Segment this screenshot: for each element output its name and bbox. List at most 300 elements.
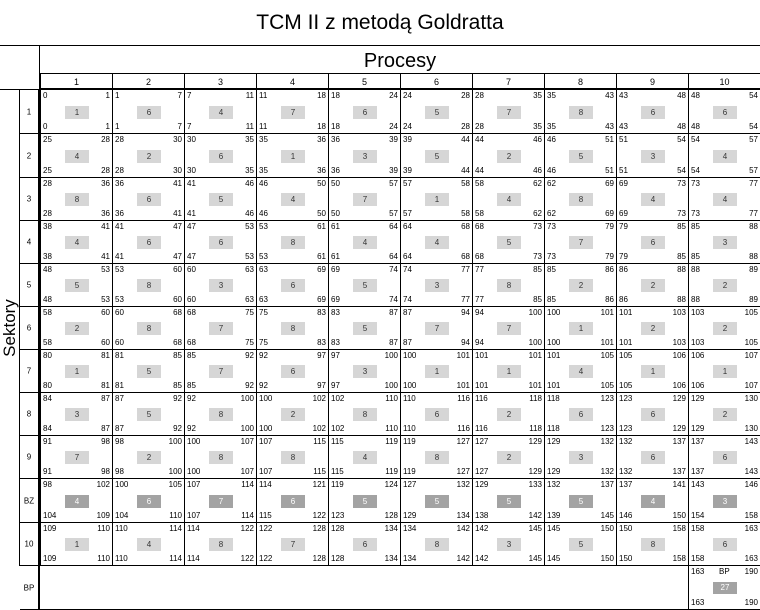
task-start: 105 xyxy=(619,351,633,360)
task-bottom-start: 84 xyxy=(43,424,52,433)
task-bottom-end: 158 xyxy=(672,554,686,563)
task-start: 69 xyxy=(619,179,628,188)
task-duration: 2 xyxy=(713,279,737,292)
task-start: 127 xyxy=(475,437,489,446)
task-bottom-end: 83 xyxy=(317,338,326,347)
task-bottom-end: 127 xyxy=(456,467,470,476)
task-start: 87 xyxy=(115,394,124,403)
task-duration: 8 xyxy=(281,322,305,335)
task-bottom-end: 105 xyxy=(744,338,758,347)
task-start: 50 xyxy=(331,179,340,188)
task-bottom-start: 64 xyxy=(403,252,412,261)
task-cell-r0-p3 xyxy=(184,90,256,134)
task-start: 85 xyxy=(187,351,196,360)
task-end: 158 xyxy=(672,524,686,533)
task-start: 129 xyxy=(475,480,489,489)
task-end: 124 xyxy=(384,480,398,489)
task-duration: 2 xyxy=(641,279,665,292)
task-duration: 1 xyxy=(65,365,89,378)
task-end: 102 xyxy=(312,394,326,403)
task-start: 80 xyxy=(43,351,52,360)
task-bottom-end: 103 xyxy=(672,338,686,347)
row-label-5 xyxy=(20,307,40,350)
task-bottom-start: 129 xyxy=(691,424,705,433)
task-duration: 8 xyxy=(65,193,89,206)
task-start: 0 xyxy=(43,91,48,100)
task-start: 110 xyxy=(115,524,128,533)
task-bottom-start: 69 xyxy=(331,295,340,304)
task-duration: 3 xyxy=(713,495,737,508)
task-bottom-end: 77 xyxy=(461,295,470,304)
task-cell-r4-p10 xyxy=(688,264,760,307)
task-cell-r9-p2 xyxy=(112,479,184,523)
task-bottom-end: 30 xyxy=(173,166,182,175)
task-bottom-start: 79 xyxy=(619,252,628,261)
task-end: 141 xyxy=(672,480,686,489)
task-cell-r5-p10 xyxy=(688,307,760,350)
task-end: 118 xyxy=(529,394,542,403)
task-start: 107 xyxy=(259,437,273,446)
row-label-8 xyxy=(20,436,40,479)
task-start: 119 xyxy=(331,480,344,489)
row-label-text: 8 xyxy=(26,409,32,419)
task-end: 115 xyxy=(313,437,326,446)
task-start: 74 xyxy=(403,265,412,274)
task-duration: 4 xyxy=(353,236,377,249)
task-end: 100 xyxy=(528,308,542,317)
task-bottom-start: 75 xyxy=(259,338,268,347)
bp-duration: 27 xyxy=(713,582,737,594)
process-number-10: 10 xyxy=(688,74,760,90)
task-bottom-start: 123 xyxy=(619,424,633,433)
task-start: 106 xyxy=(691,351,705,360)
task-cell-r8-p1 xyxy=(40,436,112,479)
task-bottom-end: 44 xyxy=(461,166,470,175)
row-label-4 xyxy=(20,264,40,307)
task-bottom-end: 47 xyxy=(173,252,182,261)
task-start: 109 xyxy=(43,524,57,533)
task-duration: 5 xyxy=(497,495,521,508)
task-end: 88 xyxy=(677,265,686,274)
task-start: 86 xyxy=(619,265,628,274)
task-bottom-end: 97 xyxy=(317,381,326,390)
task-bottom-start: 100 xyxy=(547,338,561,347)
task-duration: 4 xyxy=(713,193,737,206)
task-bottom-start: 116 xyxy=(475,424,488,433)
task-end: 150 xyxy=(600,524,614,533)
task-duration: 1 xyxy=(569,322,593,335)
task-bottom-start: 127 xyxy=(475,467,489,476)
task-bottom-start: 115 xyxy=(259,511,272,520)
task-bottom-start: 58 xyxy=(475,209,484,218)
task-bottom-end: 1 xyxy=(105,122,110,131)
task-bottom-end: 46 xyxy=(533,166,542,175)
task-end: 41 xyxy=(173,179,182,188)
task-duration: 7 xyxy=(497,322,521,335)
task-bottom-end: 118 xyxy=(529,424,542,433)
task-cell-r10-p10 xyxy=(688,523,760,566)
task-start: 103 xyxy=(691,308,705,317)
task-end: 60 xyxy=(101,308,110,317)
task-start: 73 xyxy=(547,222,556,231)
task-bottom-start: 74 xyxy=(403,295,412,304)
task-end: 103 xyxy=(672,308,686,317)
task-bottom-start: 129 xyxy=(403,511,417,520)
task-duration: 7 xyxy=(209,365,233,378)
task-end: 134 xyxy=(384,524,398,533)
task-duration: 4 xyxy=(209,106,233,119)
task-bottom-end: 158 xyxy=(744,511,758,520)
task-cell-r3-p6 xyxy=(400,221,472,264)
task-bottom-start: 61 xyxy=(331,252,340,261)
task-duration: 8 xyxy=(137,322,161,335)
task-start: 122 xyxy=(259,524,273,533)
task-duration: 1 xyxy=(281,150,305,163)
task-end: 110 xyxy=(97,524,110,533)
task-cell-r0-p4 xyxy=(256,90,328,134)
task-cell-r5-p4 xyxy=(256,307,328,350)
task-duration: 1 xyxy=(497,365,521,378)
task-duration: 7 xyxy=(497,106,521,119)
task-start: 128 xyxy=(331,524,345,533)
task-bottom-start: 28 xyxy=(475,122,484,131)
task-bottom-end: 101 xyxy=(528,381,542,390)
task-cell-r3-p9 xyxy=(616,221,688,264)
task-end: 129 xyxy=(528,437,542,446)
task-duration: 3 xyxy=(713,236,737,249)
task-start: 137 xyxy=(691,437,705,446)
task-bottom-end: 101 xyxy=(600,338,614,347)
task-cell-r6-p8 xyxy=(544,350,616,393)
task-bottom-start: 104 xyxy=(43,511,57,520)
task-start: 54 xyxy=(691,135,700,144)
task-bottom-end: 115 xyxy=(313,467,326,476)
task-start: 68 xyxy=(187,308,196,317)
task-end: 50 xyxy=(317,179,326,188)
task-cell-r10-p8 xyxy=(544,523,616,566)
row-label-text: BZ xyxy=(23,496,35,505)
task-end: 101 xyxy=(600,308,614,317)
task-duration: 3 xyxy=(209,279,233,292)
task-bottom-end: 134 xyxy=(456,511,470,520)
task-cell-r3-p2 xyxy=(112,221,184,264)
task-start: 81 xyxy=(115,351,124,360)
task-cell-r2-p3 xyxy=(184,178,256,221)
task-duration: 8 xyxy=(569,193,593,206)
task-cell-r4-p9 xyxy=(616,264,688,307)
task-bottom-start: 119 xyxy=(403,467,416,476)
task-bottom-start: 73 xyxy=(547,252,556,261)
task-cell-r10-p7 xyxy=(472,523,544,566)
task-bottom-end: 100 xyxy=(240,424,254,433)
task-end: 92 xyxy=(245,351,254,360)
task-start: 35 xyxy=(547,91,556,100)
task-cell-r1-p9 xyxy=(616,134,688,178)
task-duration: 4 xyxy=(65,150,89,163)
task-end: 11 xyxy=(245,91,254,100)
task-end: 107 xyxy=(240,437,254,446)
task-end: 68 xyxy=(461,222,470,231)
task-bottom-start: 138 xyxy=(475,511,489,520)
task-start: 97 xyxy=(331,351,340,360)
sector-header xyxy=(0,90,20,566)
task-bottom-start: 35 xyxy=(547,122,556,131)
task-bottom-end: 36 xyxy=(317,166,326,175)
task-bottom-start: 106 xyxy=(691,381,705,390)
task-end: 110 xyxy=(385,394,398,403)
task-end: 30 xyxy=(173,135,182,144)
task-cell-r2-p7 xyxy=(472,178,544,221)
task-cell-r4-p7 xyxy=(472,264,544,307)
task-duration: 3 xyxy=(353,365,377,378)
task-cell-r4-p8 xyxy=(544,264,616,307)
task-end: 133 xyxy=(528,480,542,489)
task-bottom-start: 87 xyxy=(403,338,412,347)
task-cell-r7-p3 xyxy=(184,393,256,436)
task-bottom-start: 94 xyxy=(475,338,484,347)
task-bottom-start: 101 xyxy=(547,381,561,390)
task-cell-r5-p6 xyxy=(400,307,472,350)
task-bottom-end: 101 xyxy=(456,381,470,390)
sector-header-label: Sektory xyxy=(0,299,19,357)
task-cell-r7-p9 xyxy=(616,393,688,436)
task-bottom-start: 102 xyxy=(331,424,345,433)
task-cell-r1-p1 xyxy=(40,134,112,178)
task-bottom-start: 105 xyxy=(619,381,633,390)
task-bottom-start: 115 xyxy=(331,467,344,476)
task-bottom-end: 41 xyxy=(173,209,182,218)
task-bottom-end: 85 xyxy=(533,295,542,304)
task-start: 98 xyxy=(43,480,52,489)
task-cell-r7-p10 xyxy=(688,393,760,436)
task-bottom-start: 80 xyxy=(43,381,52,390)
task-bottom-end: 122 xyxy=(312,511,326,520)
task-end: 100 xyxy=(168,437,182,446)
task-start: 18 xyxy=(331,91,340,100)
task-bottom-start: 150 xyxy=(619,554,633,563)
task-duration: 5 xyxy=(497,236,521,249)
task-duration: 1 xyxy=(713,365,737,378)
task-bottom-end: 51 xyxy=(605,166,614,175)
task-duration: 1 xyxy=(65,106,89,119)
task-bottom-end: 36 xyxy=(101,209,110,218)
task-start: 101 xyxy=(547,351,561,360)
task-duration: 6 xyxy=(713,451,737,464)
task-bottom-start: 123 xyxy=(331,511,345,520)
task-start: 25 xyxy=(43,135,52,144)
task-bottom-end: 7 xyxy=(177,122,182,131)
task-bottom-start: 86 xyxy=(619,295,628,304)
task-cell-r3-p7 xyxy=(472,221,544,264)
task-start: 28 xyxy=(43,179,52,188)
row-label-text: 5 xyxy=(26,280,32,290)
task-duration: 5 xyxy=(569,538,593,551)
task-cell-r8-p5 xyxy=(328,436,400,479)
task-start: 134 xyxy=(403,524,417,533)
task-duration: 7 xyxy=(281,106,305,119)
task-bottom-start: 137 xyxy=(691,467,705,476)
task-bottom-end: 130 xyxy=(744,424,758,433)
task-start: 60 xyxy=(115,308,124,317)
task-start: 114 xyxy=(259,480,272,489)
task-cell-r2-p5 xyxy=(328,178,400,221)
task-cell-r5-p7 xyxy=(472,307,544,350)
task-bottom-start: 100 xyxy=(187,467,201,476)
task-bottom-start: 0 xyxy=(43,122,48,131)
task-cell-r1-p6 xyxy=(400,134,472,178)
task-bottom-start: 104 xyxy=(115,511,129,520)
task-bottom-start: 92 xyxy=(259,381,268,390)
task-duration: 5 xyxy=(425,495,449,508)
task-start: 69 xyxy=(331,265,340,274)
task-duration: 5 xyxy=(137,365,161,378)
task-bottom-start: 109 xyxy=(43,554,57,563)
task-cell-r3-p4 xyxy=(256,221,328,264)
task-bottom-end: 150 xyxy=(600,554,614,563)
task-duration: 6 xyxy=(353,106,377,119)
task-start: 30 xyxy=(187,135,196,144)
task-bottom-start: 38 xyxy=(43,252,52,261)
task-bottom-end: 119 xyxy=(385,467,398,476)
task-start: 73 xyxy=(691,179,700,188)
row-label-text: 10 xyxy=(24,539,34,549)
task-bottom-start: 69 xyxy=(619,209,628,218)
task-duration: 4 xyxy=(713,150,737,163)
task-end: 54 xyxy=(677,135,686,144)
task-cell-r9-p3 xyxy=(184,479,256,523)
task-cell-r3-p10 xyxy=(688,221,760,264)
task-cell-r4-p3 xyxy=(184,264,256,307)
task-end: 85 xyxy=(533,265,542,274)
task-end: 57 xyxy=(389,179,398,188)
task-bottom-start: 44 xyxy=(475,166,484,175)
bp-start: 163 xyxy=(691,567,705,576)
task-duration: 6 xyxy=(137,236,161,249)
buffer-project-row xyxy=(40,566,760,610)
task-bottom-end: 98 xyxy=(101,467,110,476)
task-cell-r8-p10 xyxy=(688,436,760,479)
task-cell-r6-p9 xyxy=(616,350,688,393)
task-bottom-start: 60 xyxy=(115,338,124,347)
task-end: 54 xyxy=(749,91,758,100)
task-duration: 2 xyxy=(281,408,305,421)
task-start: 36 xyxy=(115,179,124,188)
task-cell-r0-p2 xyxy=(112,90,184,134)
task-start: 85 xyxy=(691,222,700,231)
task-start: 100 xyxy=(403,351,417,360)
task-end: 77 xyxy=(461,265,470,274)
process-number-6: 6 xyxy=(400,74,472,90)
task-start: 36 xyxy=(331,135,340,144)
task-duration: 6 xyxy=(137,495,161,508)
task-start: 24 xyxy=(403,91,412,100)
task-end: 46 xyxy=(533,135,542,144)
task-bottom-start: 139 xyxy=(547,511,561,520)
task-bottom-start: 24 xyxy=(403,122,412,131)
task-start: 53 xyxy=(259,222,268,231)
task-bottom-start: 85 xyxy=(187,381,196,390)
task-end: 7 xyxy=(177,91,182,100)
task-bottom-end: 102 xyxy=(312,424,326,433)
task-bottom-end: 129 xyxy=(528,467,542,476)
task-end: 98 xyxy=(101,437,110,446)
row-label-text: 6 xyxy=(26,323,32,333)
task-cell-r7-p6 xyxy=(400,393,472,436)
task-start: 63 xyxy=(259,265,268,274)
task-end: 58 xyxy=(461,179,470,188)
task-duration: 5 xyxy=(569,495,593,508)
task-end: 60 xyxy=(173,265,182,274)
task-cell-r0-p7 xyxy=(472,90,544,134)
task-bottom-end: 142 xyxy=(528,511,542,520)
task-bottom-end: 87 xyxy=(101,424,110,433)
task-bottom-start: 36 xyxy=(115,209,124,218)
task-end: 101 xyxy=(528,351,542,360)
task-bottom-start: 25 xyxy=(43,166,52,175)
task-duration: 6 xyxy=(641,408,665,421)
task-cell-r4-p2 xyxy=(112,264,184,307)
task-end: 121 xyxy=(312,480,326,489)
task-bottom-end: 106 xyxy=(672,381,686,390)
task-bottom-start: 132 xyxy=(619,467,633,476)
task-bottom-start: 101 xyxy=(475,381,489,390)
task-bottom-start: 53 xyxy=(115,295,124,304)
task-bottom-end: 61 xyxy=(317,252,326,261)
task-bottom-start: 83 xyxy=(331,338,340,347)
task-cell-r10-p4 xyxy=(256,523,328,566)
task-cell-r4-p6 xyxy=(400,264,472,307)
task-start: 46 xyxy=(259,179,268,188)
task-start: 100 xyxy=(187,437,201,446)
task-cell-r8-p2 xyxy=(112,436,184,479)
task-end: 36 xyxy=(317,135,326,144)
task-duration: 2 xyxy=(713,322,737,335)
task-bottom-end: 92 xyxy=(173,424,182,433)
row-label-2 xyxy=(20,178,40,221)
task-bottom-start: 154 xyxy=(691,511,705,520)
task-duration: 4 xyxy=(569,365,593,378)
task-end: 35 xyxy=(245,135,254,144)
task-cell-r9-p1 xyxy=(40,479,112,523)
task-bottom-start: 85 xyxy=(547,295,556,304)
task-bottom-end: 74 xyxy=(389,295,398,304)
task-bottom-end: 28 xyxy=(461,122,470,131)
task-bottom-start: 87 xyxy=(115,424,124,433)
task-bottom-start: 97 xyxy=(331,381,340,390)
task-start: 137 xyxy=(619,480,633,489)
page-title: TCM II z metodą Goldratta xyxy=(0,0,760,46)
task-bottom-start: 41 xyxy=(115,252,124,261)
task-bottom-start: 91 xyxy=(43,467,52,476)
task-bottom-end: 41 xyxy=(101,252,110,261)
task-bottom-start: 110 xyxy=(115,554,128,563)
task-bottom-end: 150 xyxy=(672,511,686,520)
task-bottom-end: 77 xyxy=(749,209,758,218)
task-bottom-end: 105 xyxy=(600,381,614,390)
task-bottom-end: 64 xyxy=(389,252,398,261)
task-end: 137 xyxy=(672,437,686,446)
task-end: 101 xyxy=(456,351,470,360)
task-start: 35 xyxy=(259,135,268,144)
task-cell-r5-p3 xyxy=(184,307,256,350)
task-bottom-end: 69 xyxy=(317,295,326,304)
task-start: 143 xyxy=(691,480,705,489)
task-start: 123 xyxy=(619,394,633,403)
task-start: 132 xyxy=(619,437,633,446)
task-start: 101 xyxy=(475,351,489,360)
task-cell-r1-p8 xyxy=(544,134,616,178)
task-duration: 4 xyxy=(281,193,305,206)
